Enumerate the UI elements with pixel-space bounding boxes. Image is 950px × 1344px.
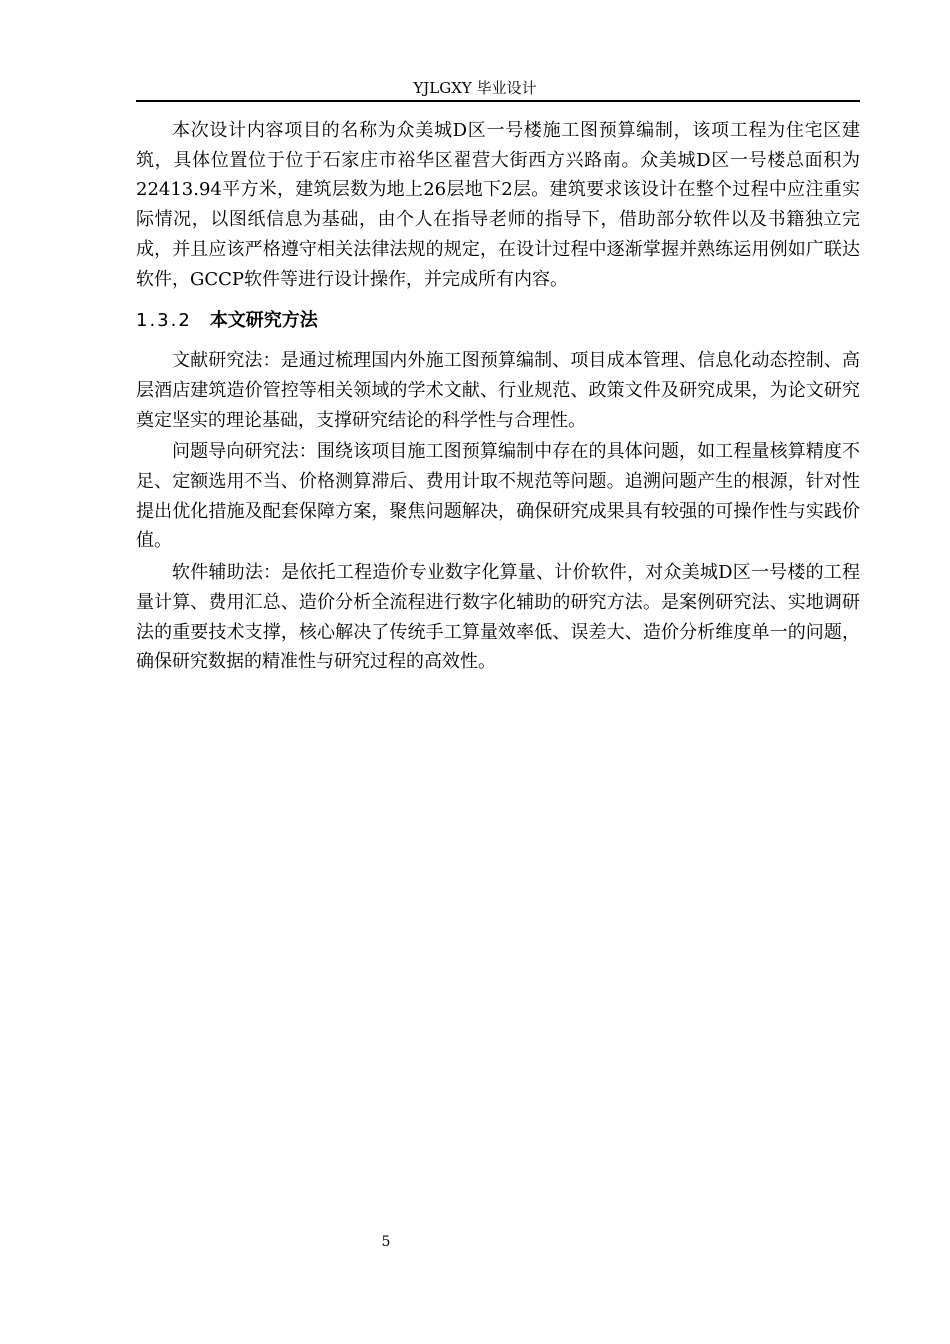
section-heading — [136, 306, 860, 336]
section-title: 本文研究方法 — [209, 310, 318, 332]
body-paragraph: 本次设计内容项目的名称为众美城D区一号楼施工图预算编制，该项工程为住宅区建筑，具体位置位于位于石家庄市裕华区翟营大街西方兴路南。众美城D区一号楼总面积为22413.94平方米，建筑层数为地上26层地下2层。建筑要求该设计在整个过程中应注重实际情况，以图纸信息为基础，由个人在指导老师的指导下，借助部分软件以及书籍独立完成，并且应该严格遵守相关法律法规的规定，在设计过程中逐渐掌握并熟练运用例如广联达软件，GCCP软件等进行设计操作，并完成所有内容。 — [136, 120, 860, 290]
header-divider — [136, 100, 860, 102]
body-paragraph: 问题导向研究法：围绕该项目施工图预算编制中存在的具体问题，如工程量核算精度不足、定额选用不当、价格测算滞后、费用计取不规范等问题。追溯问题产生的根源，针对性提出优化措施及配套保障方案，聚焦问题解决，确保研究成果具有较强的可操作性与实践价值。 — [136, 441, 860, 552]
document-body — [136, 116, 860, 677]
body-paragraph: 文献研究法：是通过梳理国内外施工图预算编制、项目成本管理、信息化动态控制、高层酒店建筑造价管控等相关领域的学术文献、行业规范、政策文件及研究成果，为论文研究奠定坚实的理论基础，支撑研究结论的科学性与合理性。 — [136, 350, 860, 431]
section-number: 1.3.2 — [136, 310, 192, 332]
page-header-title: YJLGXY 毕业设计 — [413, 79, 537, 97]
page-number: 5 — [381, 1234, 391, 1250]
body-paragraph: 软件辅助法：是依托工程造价专业数字化算量、计价软件，对众美城D区一号楼的工程量计算、费用汇总、造价分析全流程进行数字化辅助的研究方法。是案例研究法、实地调研法的重要技术支撑，核心解决了传统手工算量效率低、误差大、造价分析维度单一的问题，确保研究数据的精准性与研究过程的高效性。 — [136, 562, 860, 673]
